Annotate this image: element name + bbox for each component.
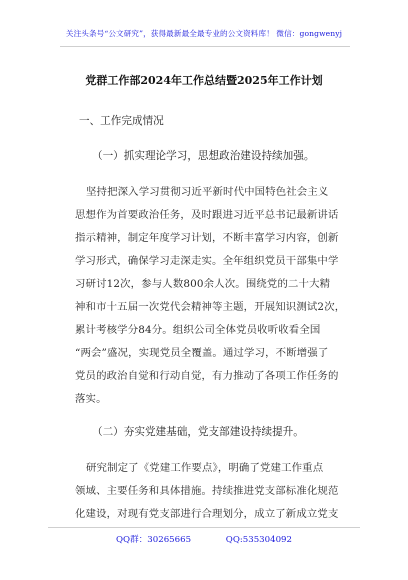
top-banner: 关注头条号“公文研究”，获得最新最全最专业的公文资料库！ 微信：gongwenyj <box>65 29 343 38</box>
paragraph-line: 坚持把深入学习贯彻习近平新时代中国特色社会主义 <box>86 186 329 198</box>
subsection-heading: （一）抓实理论学习，思想政治建设持续加强。 <box>92 150 315 162</box>
document-title: 党群工作部2024年工作总结暨2025年工作计划 <box>85 74 323 87</box>
paragraph-line: 党员的政治自觉和行动自觉，有力推动了各项工作任务的 <box>75 370 339 382</box>
paragraph-line: “两会”盛况，实现党员全覆盖。通过学习，不断增强了 <box>75 347 329 359</box>
paragraph-line: 化建设，对现有党支部进行合理划分，成立了新成立党支 <box>75 508 339 520</box>
footer <box>0 533 408 545</box>
subsection-heading: （二）夯实党建基础，党支部建设持续提升。 <box>92 426 304 438</box>
footer-qq-number: QQ:535304092 <box>225 535 292 545</box>
section-heading: 一、工作完成情况 <box>79 115 164 127</box>
paragraph-line: 习研讨12次，参与人数800余人次。围绕党的二十大精 <box>75 278 331 290</box>
top-divider <box>60 46 350 47</box>
paragraph-line: 神和市十五届一次党代会精神等主题，开展知识测试2次， <box>75 301 346 313</box>
paragraph-line: 领域、主要任务和具体措施。持续推进党支部标准化规范 <box>75 485 339 497</box>
bottom-divider <box>48 527 360 528</box>
paragraph-line: 学习形式，确保学习走深走实。全年组织党员干部集中学 <box>75 255 339 267</box>
paragraph-line: 累计考核学分84分。组织公司全体党员收听收看全国 <box>75 324 321 336</box>
footer-qq-group: QQ群：30265665 <box>116 535 192 545</box>
paragraph-line: 思想作为首要政治任务，及时跟进习近平总书记最新讲话 <box>75 209 339 221</box>
paragraph-line: 研究制定了《党建工作要点》，明确了党建工作重点 <box>86 462 324 474</box>
paragraph-line: 落实。 <box>75 393 107 405</box>
paragraph-line: 指示精神，制定年度学习计划，不断丰富学习内容，创新 <box>75 232 339 244</box>
